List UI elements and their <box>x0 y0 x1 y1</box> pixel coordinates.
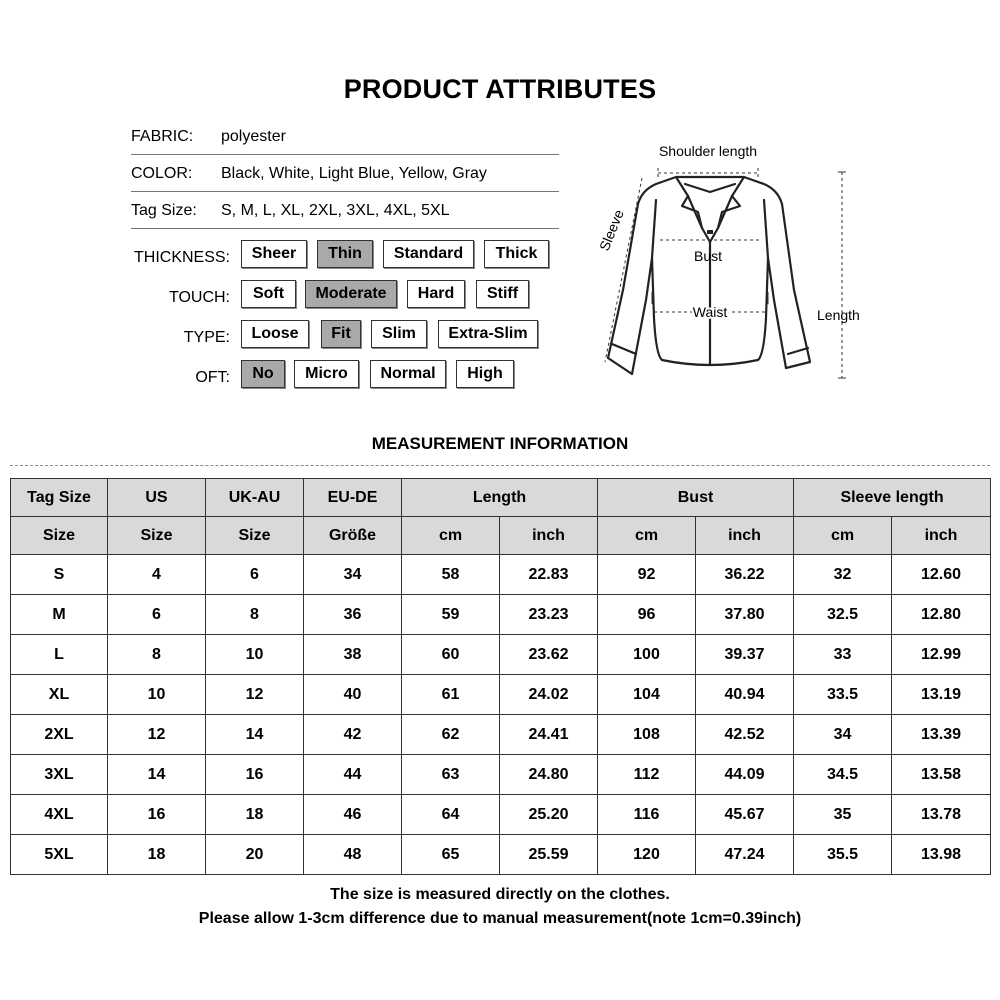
table-cell: 24.41 <box>500 715 598 755</box>
table-cell: 33.5 <box>794 675 892 715</box>
dashed-divider <box>10 465 990 466</box>
sub-header: inch <box>892 517 991 555</box>
table-cell: 44.09 <box>696 755 794 795</box>
table-header-row-2 <box>11 517 991 555</box>
bust-label: Bust <box>693 248 723 264</box>
table-cell: 6 <box>108 595 206 635</box>
table-cell: 4 <box>108 555 206 595</box>
table-cell: 37.80 <box>696 595 794 635</box>
thickness-option-thick[interactable]: Thick <box>484 240 549 268</box>
type-label: TYPE: <box>183 329 230 346</box>
table-cell: 34 <box>304 555 402 595</box>
jacket-outline-icon <box>608 177 810 374</box>
table-cell: 92 <box>598 555 696 595</box>
measurement-title: MEASUREMENT INFORMATION <box>371 434 629 453</box>
touch-option-hard[interactable]: Hard <box>407 280 465 308</box>
table-cell: 63 <box>402 755 500 795</box>
table-row <box>11 675 991 715</box>
touch-option-stiff[interactable]: Stiff <box>476 280 529 308</box>
table-cell: 35 <box>794 795 892 835</box>
table-row <box>11 595 991 635</box>
thickness-option-sheer[interactable]: Sheer <box>241 240 307 268</box>
table-cell: 46 <box>304 795 402 835</box>
table-cell: 18 <box>108 835 206 875</box>
table-cell: 22.83 <box>500 555 598 595</box>
table-cell: 45.67 <box>696 795 794 835</box>
table-row <box>11 755 991 795</box>
table-cell: 25.59 <box>500 835 598 875</box>
table-row <box>11 795 991 835</box>
page-title: PRODUCT ATTRIBUTES <box>343 74 657 104</box>
table-cell: 40 <box>304 675 402 715</box>
col-header-tag-size: Tag Size <box>11 479 108 517</box>
sub-header: Size <box>206 517 304 555</box>
note-line-2: Please allow 1-3cm difference due to manual measurement(note 1cm=0.39inch) <box>198 910 802 927</box>
col-header-bust: Bust <box>598 479 794 517</box>
table-cell: 47.24 <box>696 835 794 875</box>
table-body <box>11 555 991 875</box>
col-header-uk-au: UK-AU <box>206 479 304 517</box>
touch-option-soft[interactable]: Soft <box>241 280 296 308</box>
table-cell: S <box>11 555 108 595</box>
table-row <box>11 715 991 755</box>
table-row <box>11 635 991 675</box>
table-cell: 33 <box>794 635 892 675</box>
table-cell: XL <box>11 675 108 715</box>
table-cell: 13.78 <box>892 795 991 835</box>
table-cell: 23.62 <box>500 635 598 675</box>
thickness-option-thin[interactable]: Thin <box>317 240 373 268</box>
thickness-option-standard[interactable]: Standard <box>383 240 474 268</box>
table-cell: 8 <box>206 595 304 635</box>
color-row <box>131 155 559 192</box>
table-cell: 13.98 <box>892 835 991 875</box>
table-cell: 10 <box>108 675 206 715</box>
touch-option-moderate[interactable]: Moderate <box>305 280 397 308</box>
table-cell: 36.22 <box>696 555 794 595</box>
table-cell: 32 <box>794 555 892 595</box>
table-cell: 16 <box>206 755 304 795</box>
waist-label: Waist <box>692 304 728 320</box>
table-cell: 116 <box>598 795 696 835</box>
type-option-slim[interactable]: Slim <box>371 320 427 348</box>
table-cell: 38 <box>304 635 402 675</box>
table-cell: 13.39 <box>892 715 991 755</box>
table-cell: 62 <box>402 715 500 755</box>
table-cell: M <box>11 595 108 635</box>
table-cell: 24.80 <box>500 755 598 795</box>
table-cell: 39.37 <box>696 635 794 675</box>
oft-option-normal[interactable]: Normal <box>370 360 446 388</box>
length-label: Length <box>817 307 860 323</box>
table-cell: 12 <box>108 715 206 755</box>
table-cell: 25.20 <box>500 795 598 835</box>
oft-option-micro[interactable]: Micro <box>294 360 359 388</box>
table-cell: 14 <box>206 715 304 755</box>
oft-option-no[interactable]: No <box>241 360 285 388</box>
tag-size-value: S, M, L, XL, 2XL, 3XL, 4XL, 5XL <box>221 202 450 219</box>
table-cell: 10 <box>206 635 304 675</box>
sub-header: Size <box>108 517 206 555</box>
color-value: Black, White, Light Blue, Yellow, Gray <box>221 165 487 182</box>
table-cell: 36 <box>304 595 402 635</box>
table-cell: 20 <box>206 835 304 875</box>
table-cell: 13.19 <box>892 675 991 715</box>
table-cell: 12.60 <box>892 555 991 595</box>
oft-label: OFT: <box>195 369 230 386</box>
note-line-1: The size is measured directly on the clothes. <box>330 886 670 903</box>
shoulder-length-label: Shoulder length <box>658 143 758 159</box>
table-cell: 12.99 <box>892 635 991 675</box>
table-cell: 108 <box>598 715 696 755</box>
fabric-value: polyester <box>221 128 286 145</box>
table-cell: 112 <box>598 755 696 795</box>
table-cell: 34.5 <box>794 755 892 795</box>
sleeve-label: Sleeve <box>595 207 627 253</box>
table-cell: 61 <box>402 675 500 715</box>
type-option-loose[interactable]: Loose <box>241 320 309 348</box>
table-cell: 13.58 <box>892 755 991 795</box>
table-cell: 5XL <box>11 835 108 875</box>
table-cell: 96 <box>598 595 696 635</box>
table-cell: 59 <box>402 595 500 635</box>
garment-diagram <box>590 140 870 390</box>
table-cell: 120 <box>598 835 696 875</box>
col-header-sleeve-length: Sleeve length <box>794 479 991 517</box>
table-row <box>11 555 991 595</box>
table-cell: 44 <box>304 755 402 795</box>
sub-header: inch <box>500 517 598 555</box>
sub-header: cm <box>402 517 500 555</box>
table-cell: 8 <box>108 635 206 675</box>
measurement-table <box>10 478 991 875</box>
type-option-extra-slim[interactable]: Extra-Slim <box>438 320 538 348</box>
table-cell: 32.5 <box>794 595 892 635</box>
table-cell: 3XL <box>11 755 108 795</box>
table-cell: 2XL <box>11 715 108 755</box>
thickness-label: THICKNESS: <box>133 249 230 266</box>
table-cell: 24.02 <box>500 675 598 715</box>
table-cell: 42 <box>304 715 402 755</box>
table-cell: 35.5 <box>794 835 892 875</box>
table-cell: 58 <box>402 555 500 595</box>
table-cell: 40.94 <box>696 675 794 715</box>
table-cell: 12 <box>206 675 304 715</box>
table-cell: 104 <box>598 675 696 715</box>
table-row <box>11 835 991 875</box>
table-cell: 60 <box>402 635 500 675</box>
table-cell: 6 <box>206 555 304 595</box>
fabric-row <box>131 118 559 155</box>
sub-header: inch <box>696 517 794 555</box>
type-option-fit[interactable]: Fit <box>321 320 361 348</box>
fabric-label: FABRIC: <box>131 128 194 145</box>
tag-size-row <box>131 192 559 229</box>
table-header-row-1 <box>11 479 991 517</box>
touch-label: TOUCH: <box>168 289 230 306</box>
table-cell: 100 <box>598 635 696 675</box>
sleeve-measure-line <box>605 178 642 362</box>
col-header-eu-de: EU-DE <box>304 479 402 517</box>
sub-header: cm <box>598 517 696 555</box>
table-cell: 14 <box>108 755 206 795</box>
sub-header: cm <box>794 517 892 555</box>
table-cell: 23.23 <box>500 595 598 635</box>
sub-header: Size <box>11 517 108 555</box>
sub-header: Größe <box>304 517 402 555</box>
table-cell: 48 <box>304 835 402 875</box>
col-header-length: Length <box>402 479 598 517</box>
table-cell: 18 <box>206 795 304 835</box>
table-cell: 12.80 <box>892 595 991 635</box>
table-cell: 34 <box>794 715 892 755</box>
color-label: COLOR: <box>131 165 193 182</box>
table-cell: 65 <box>402 835 500 875</box>
table-cell: 42.52 <box>696 715 794 755</box>
tag-size-label: Tag Size: <box>131 202 197 219</box>
table-cell: 16 <box>108 795 206 835</box>
oft-option-high[interactable]: High <box>456 360 514 388</box>
table-cell: 4XL <box>11 795 108 835</box>
table-cell: 64 <box>402 795 500 835</box>
table-cell: L <box>11 635 108 675</box>
col-header-us: US <box>108 479 206 517</box>
